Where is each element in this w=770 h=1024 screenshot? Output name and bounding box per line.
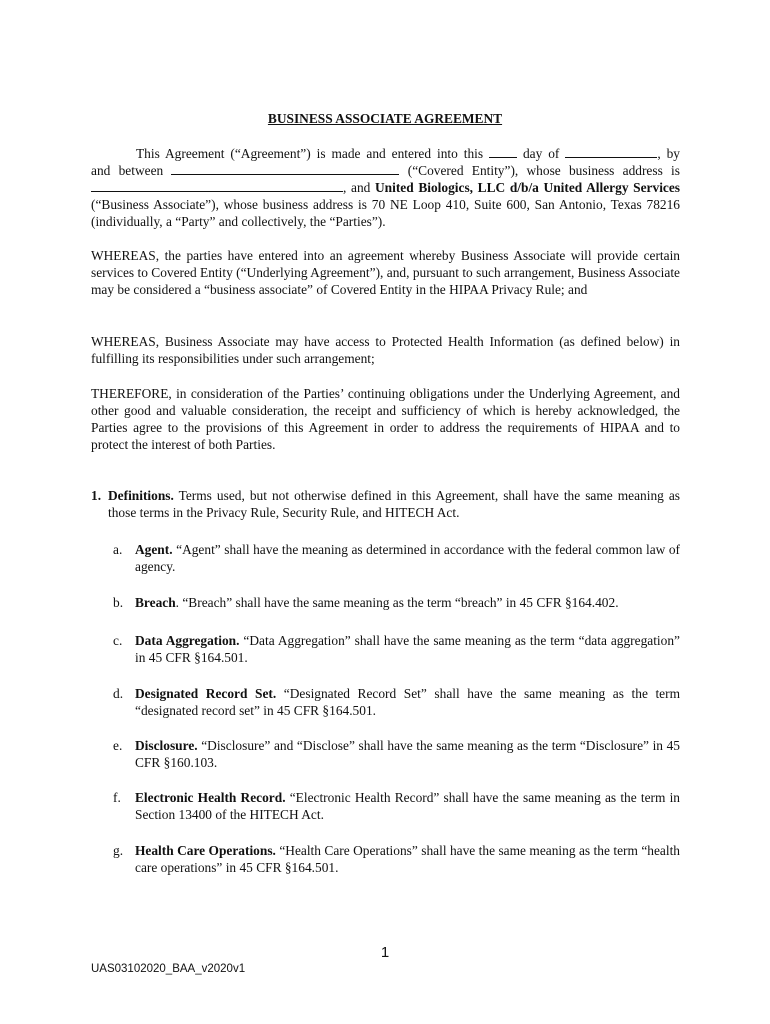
definition-text: “Designated Record Set” shall have the same meaning as the term “designated record set” in 45 CFR §164.501.	[135, 686, 680, 718]
definition-text: “Agent” shall have the meaning as determined in accordance with the federal common law of agency.	[135, 542, 680, 574]
intro-line-4: (“Business Associate”), whose business address is 70 NE Loop 410, Suite 600, San Antonio, Texas 78216 (individually, a “Party” and collectively, the “Parties”).	[91, 197, 680, 229]
definition-item	[113, 842, 680, 876]
day-blank	[489, 146, 517, 158]
month-blank	[565, 146, 657, 158]
definition-term: Electronic Health Record.	[135, 790, 286, 805]
therefore-paragraph: THEREFORE, in consideration of the Parties’ continuing obligations under the Underlying Agreement, and other good and valuable consideration, the receipt and sufficiency of which is hereby acknowledged, the Parties agree to the provisions of this Agreement in order to address the requirements of HIPAA and to protect the interest of both Parties.	[91, 386, 680, 452]
definition-item	[113, 541, 680, 575]
document-footer-id: UAS03102020_BAA_v2020v1	[91, 963, 246, 975]
page-number: 1	[380, 944, 390, 961]
definition-term: Data Aggregation.	[135, 633, 240, 648]
definition-letter: b.	[113, 595, 124, 610]
whereas-paragraph-1: WHEREAS, the parties have entered into an agreement whereby Business Associate will provide certain services to Covered Entity (“Underlying Agreement”), and, pursuant to such arrangement, Business Associate may be considered a “business associate” of Covered Entity in the HIPAA Privacy Rule; and	[91, 248, 680, 297]
definition-text: . “Breach” shall have the same meaning as the term “breach” in 45 CFR §164.402.	[175, 595, 619, 610]
intro-paragraph	[91, 145, 680, 230]
definition-term: Agent.	[135, 542, 173, 557]
intro-line-2b: (“Covered Entity”), whose business address is	[407, 163, 680, 178]
definition-text: “Disclosure” and “Disclose” shall have the same meaning as the term “Disclosure” in 45 CFR §160.103.	[135, 738, 680, 770]
intro-line-1a: This Agreement (“Agreement”) is made and entered into this	[136, 146, 484, 161]
definition-item	[113, 632, 680, 666]
definition-letter: a.	[113, 542, 123, 557]
definition-text: “Data Aggregation” shall have the same meaning as the term “data aggregation” in 45 CFR §164.501.	[135, 633, 680, 665]
definition-text: “Health Care Operations” shall have the same meaning as the term “health care operations” in 45 CFR §164.501.	[135, 843, 680, 875]
intro-line-1b: day of	[522, 146, 560, 161]
definition-letter: g.	[113, 843, 124, 858]
intro-line-2a: and between	[91, 163, 164, 178]
intro-line-3a: , and	[343, 180, 371, 195]
definition-text: “Electronic Health Record” shall have the same meaning as the term in Section 13400 of the HITECH Act.	[135, 790, 680, 822]
business-associate-name: United Biologics, LLC d/b/a United Allergy Services	[375, 180, 681, 195]
section-1	[91, 487, 680, 521]
section-number: 1.	[91, 488, 102, 503]
definition-letter: e.	[113, 738, 123, 753]
definition-term: Disclosure.	[135, 738, 198, 753]
definition-letter: d.	[113, 686, 124, 701]
definition-term: Health Care Operations.	[135, 843, 276, 858]
intro-line-1c: , by	[657, 146, 680, 161]
section-text: Terms used, but not otherwise defined in this Agreement, shall have the same meaning as those terms in the Privacy Rule, Security Rule, and HITECH Act.	[108, 488, 681, 520]
definition-item	[113, 685, 680, 719]
definition-term: Designated Record Set.	[135, 686, 277, 701]
definition-item	[113, 789, 680, 823]
definition-letter: f.	[113, 790, 121, 805]
covered-entity-blank	[171, 163, 399, 175]
section-heading: Definitions.	[108, 488, 174, 503]
address-blank	[91, 180, 343, 192]
definition-item	[113, 737, 680, 771]
definition-term: Breach	[135, 595, 176, 610]
definition-item	[113, 594, 680, 611]
whereas-paragraph-2: WHEREAS, Business Associate may have access to Protected Health Information (as defined below) in fulfilling its responsibilities under such arrangement;	[91, 334, 680, 366]
document-title: BUSINESS ASSOCIATE AGREEMENT	[267, 111, 503, 126]
definition-letter: c.	[113, 633, 123, 648]
